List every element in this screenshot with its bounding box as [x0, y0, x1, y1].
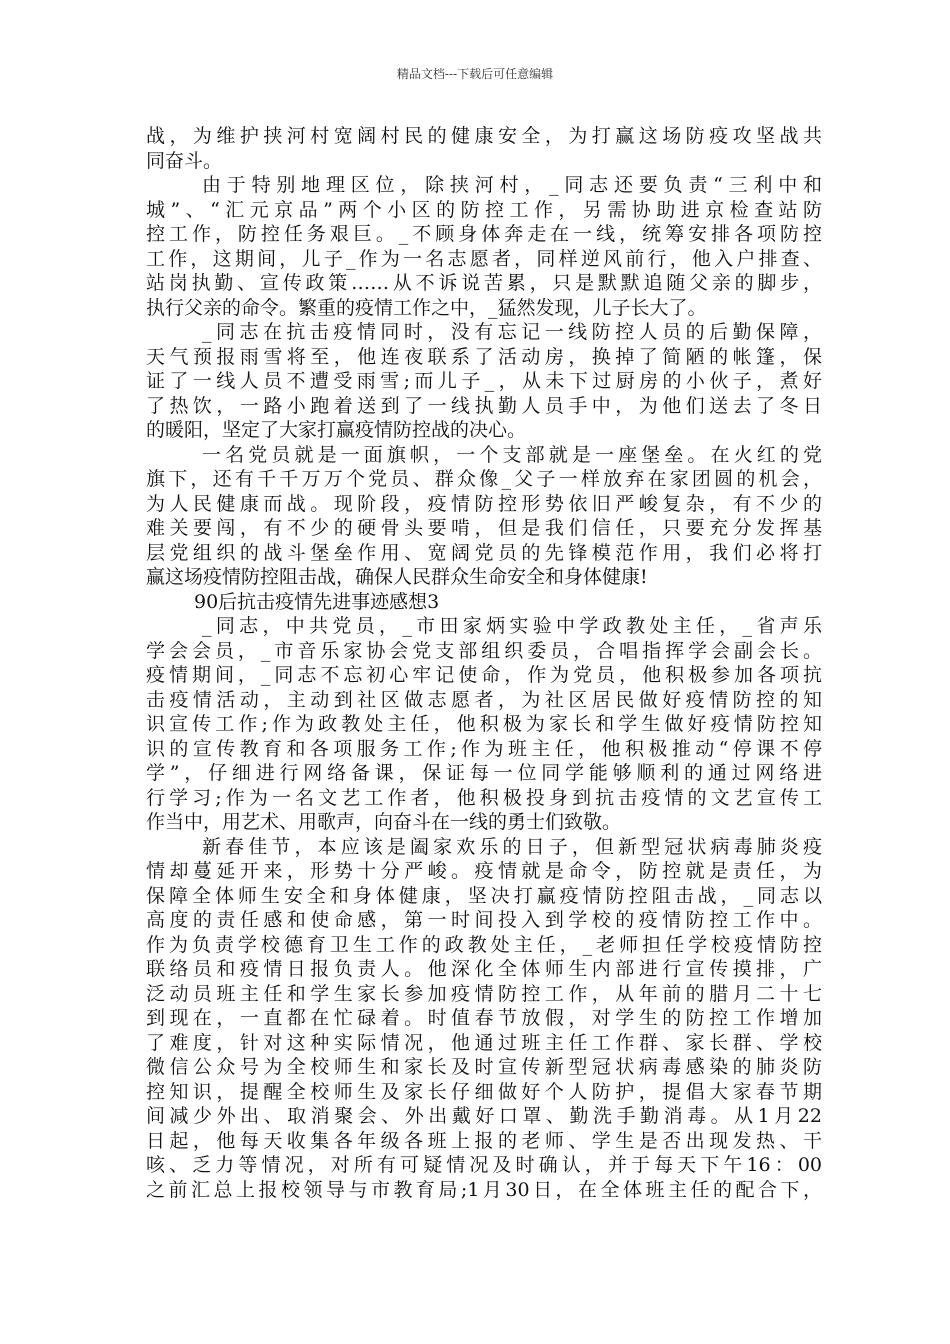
text-line: 战，为维护挟河村宽阔村民的健康安全，为打赢这场防疫攻坚战共	[146, 125, 822, 147]
text-line: 同奋斗。	[146, 149, 223, 172]
text-line: 新春佳节，本应该是阖家欢乐的日子，但新型冠状病毒肺炎疫	[202, 835, 822, 858]
text-line: 咳、乏力等情况，对所有可疑情况及时确认，并于每天下午16：00	[146, 1154, 822, 1176]
text-line: 击疫情活动，主动到社区做志愿者，为社区居民做好疫情防控的知	[146, 688, 822, 711]
text-line: 旗下，还有千千万万个党员、群众像_父子一样放弃在家团圆的机会，	[146, 468, 822, 490]
text-line: 为人民健康而战。现阶段，疫情防控形势依旧严峻复杂，有不少的	[146, 492, 822, 515]
text-line: 作为负责学校德育卫生工作的政教处主任，_老师担任学校疫情防控	[146, 933, 822, 956]
text-line: 了热饮，一路小跑着送到了一线执勤人员手中，为他们送去了冬日	[146, 394, 822, 417]
text-line: 识宣传工作;作为政教处主任，他积极为家长和学生做好疫情防控知	[146, 713, 822, 735]
text-line: 了难度，针对这种实际情况，他通过班主任工作群、家长群、学校	[146, 1031, 822, 1054]
text-line: 由于特别地理区位，除挟河村，_同志还要负责“三利中和	[202, 174, 822, 196]
page-header: 精品文档---下载后可任意编辑	[396, 67, 554, 81]
section-title: 90后抗击疫情先进事迹感想3	[194, 590, 440, 613]
text-line: _同志在抗击疫情同时，没有忘记一线防控人员的后勤保障，	[202, 321, 822, 343]
text-line: 到现在，一直都在忙碌着。时值春节放假，对学生的防控工作增加	[146, 1007, 822, 1029]
text-line: 微信公众号为全校师生和家长及时宣传新型冠状病毒感染的肺炎防	[146, 1056, 822, 1078]
text-line: 之前汇总上报校领导与市教育局;1月30日，在全体班主任的配合下，	[146, 1178, 822, 1201]
text-line: 联络员和疫情日报负责人。他深化全体师生内部进行宣传摸排，广	[146, 958, 822, 980]
text-line: 泛动员班主任和学生家长参加疫情防控工作，从年前的腊月二十七	[146, 982, 822, 1005]
text-line: 高度的责任感和使命感，第一时间投入到学校的疫情防控工作中。	[146, 909, 822, 931]
text-line: 执行父亲的命令。繁重的疫情工作之中，_猛然发现，儿子长大了。	[146, 296, 707, 319]
text-line: 行学习;作为一名文艺工作者，他积极投身到抗击疫情的文艺宣传工	[146, 786, 822, 809]
text-line: 赢这场疫情防控阻击战，确保人民群众生命安全和身体健康!	[146, 566, 648, 588]
text-line: 城”、“汇元京品”两个小区的防控工作，另需协助进京检查站防	[146, 198, 822, 221]
text-line: 控工作，防控任务艰巨。_不顾身体奔走在一线，统筹安排各项防控	[146, 223, 822, 245]
text-line: 保障全体师生安全和身体健康，坚决打赢疫情防控阻击战，_同志以	[146, 884, 822, 907]
text-line: _同志，中共党员，_市田家炳实验中学政教处主任，_省声乐	[202, 615, 822, 637]
text-line: 学”，仔细进行网络备课，保证每一位同学能够顺利的通过网络进	[146, 762, 822, 784]
text-line: 难关要闯，有不少的硬骨头要啃，但是我们信任，只要充分发挥基	[146, 517, 822, 539]
text-line: 层党组织的战斗堡垒作用、宽阔党员的先锋模范作用，我们必将打	[146, 541, 822, 564]
text-line: 的暖阳，坚定了大家打赢疫情防控战的决心。	[146, 419, 527, 441]
text-line: 间减少外出、取消聚会、外出戴好口罩、勤洗手勤消毒。从1月22	[146, 1105, 822, 1127]
text-line: 控知识，提醒全校师生及家长仔细做好个人防护，提倡大家春节期	[146, 1080, 822, 1103]
text-line: 学会会员，_市音乐家协会党支部组织委员，合唱指挥学会副会长。	[146, 639, 822, 662]
document-body	[146, 124, 822, 1202]
text-line: 识的宣传教育和各项服务工作;作为班主任，他积极推动“停课不停	[146, 737, 822, 760]
text-line: 情却蔓延开来，形势十分严峻。疫情就是命令，防控就是责任，为	[146, 860, 822, 882]
text-line: 证了一线人员不遭受雨雪;而儿子_，从未下过厨房的小伙子，煮好	[146, 370, 822, 392]
text-line: 日起，他每天收集各年级各班上报的老师、学生是否出现发热、干	[146, 1129, 822, 1152]
text-line: 工作，这期间，儿子_作为一名志愿者，同样逆风前行，他入户排查、	[146, 247, 822, 270]
text-line: 站岗执勤、宣传政策……从不诉说苦累，只是默默追随父亲的脚步，	[146, 272, 822, 294]
text-line: 疫情期间，_同志不忘初心牢记使命，作为党员，他积极参加各项抗	[146, 664, 822, 686]
text-line: 一名党员就是一面旗帜，一个支部就是一座堡垒。在火红的党	[202, 443, 822, 466]
text-line: 天气预报雨雪将至，他连夜联系了活动房，换掉了简陋的帐篷，保	[146, 345, 822, 368]
text-line: 作当中，用艺术、用歌声，向奋斗在一线的勇士们致敬。	[146, 811, 622, 833]
